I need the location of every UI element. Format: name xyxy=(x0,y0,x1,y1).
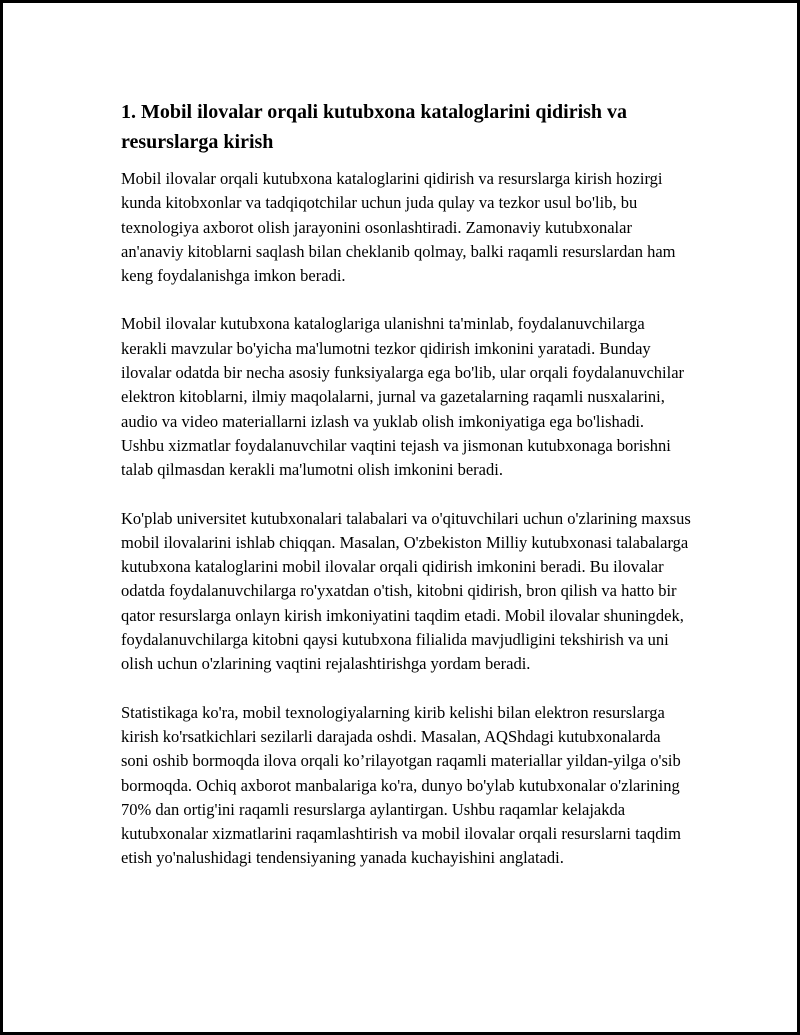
document-body xyxy=(121,97,691,895)
paragraph-statistics: Statistikaga ko'ra, mobil texnologiyalarning kirib kelishi bilan elektron resurslarga kirish ko'rsatkichlari sezilarli darajada oshdi. Masalan, AQShdagi kutubxonalarda soni oshib bormoqda ilova orqali ko’rilayotgan raqamli materiallar yildan-yilga o'sib bormoqda. Ochiq axborot manbalariga ko'ra, dunyo bo'ylab kutubxonalar o'zlarining 70% dan ortig'ini raqamli resurslarga aylantirgan. Ushbu raqamlar kelajakda kutubxonalar xizmatlarini raqamlashtirish va mobil ilovalar orqali resurslarni taqdim etish yo'nalushidagi tendensiyaning yanada kuchayishini anglatadi. xyxy=(121,702,681,868)
section-heading: 1. Mobil ilovalar orqali kutubxona kataloglarini qidirish va resurslarga kirish xyxy=(121,101,628,153)
paragraph-university-libraries: Ko'plab universitet kutubxonalari talabalari va o'qituvchilari uchun o'zlarining maxsus mobil ilovalarini ishlab chiqqan. Masalan, O'zbekiston Milliy kutubxonasi talabalarga kutubxona kataloglarini mobil ilovalar orqali qidirish imkonini beradi. Bu ilovalar odatda foydalanuvchilarga ro'yxatdan o'tish, kitobni qidirish, bron qilish va hatto bir qator resurslarga onlayn kirish imkoniyatini taqdim etadi. Mobil ilovalar shuningdek, foydalanuvchilarga kitobni qaysi kutubxona filialida mavjudligini tekshirish va uni olish uchun o'zlarining vaqtini rejalashtirishga yordam beradi. xyxy=(121,508,691,674)
paragraph-mobile-apps: Mobil ilovalar kutubxona kataloglariga ulanishni ta'minlab, foydalanuvchilarga kerakli mavzular bo'yicha ma'lumotni tezkor qidirish imkonini yaratadi. Bunday ilovalar odatda bir necha asosiy funksiyalarga ega bo'lib, ular orqali foydalanuvchilar elektron kitoblarni, ilmiy maqolalarni, jurnal va gazetalarning raqamli nusxalarini, audio va video materiallarni izlash va yuklab olish imkoniyatiga ega bo'lishadi. Ushbu xizmatlar foydalanuvchilar vaqtini tejash va jismonan kutubxonaga borishni talab qilmasdan kerakli ma'lumotni olish imkonini beradi. xyxy=(121,314,685,480)
paragraph-intro: Mobil ilovalar orqali kutubxona kataloglarini qidirish va resurslarga kirish hozirgi kunda kitobxonlar va tadqiqotchilar uchun juda qulay va tezkor usul bo'lib, bu texnologiya axborot olish jarayonini osonlashtiradi. Zamonaviy kutubxonalar an'anaviy kitoblarni saqlash bilan cheklanib qolmay, balki raqamli resurslardan ham keng foydalanishga imkon beradi. xyxy=(121,169,676,286)
